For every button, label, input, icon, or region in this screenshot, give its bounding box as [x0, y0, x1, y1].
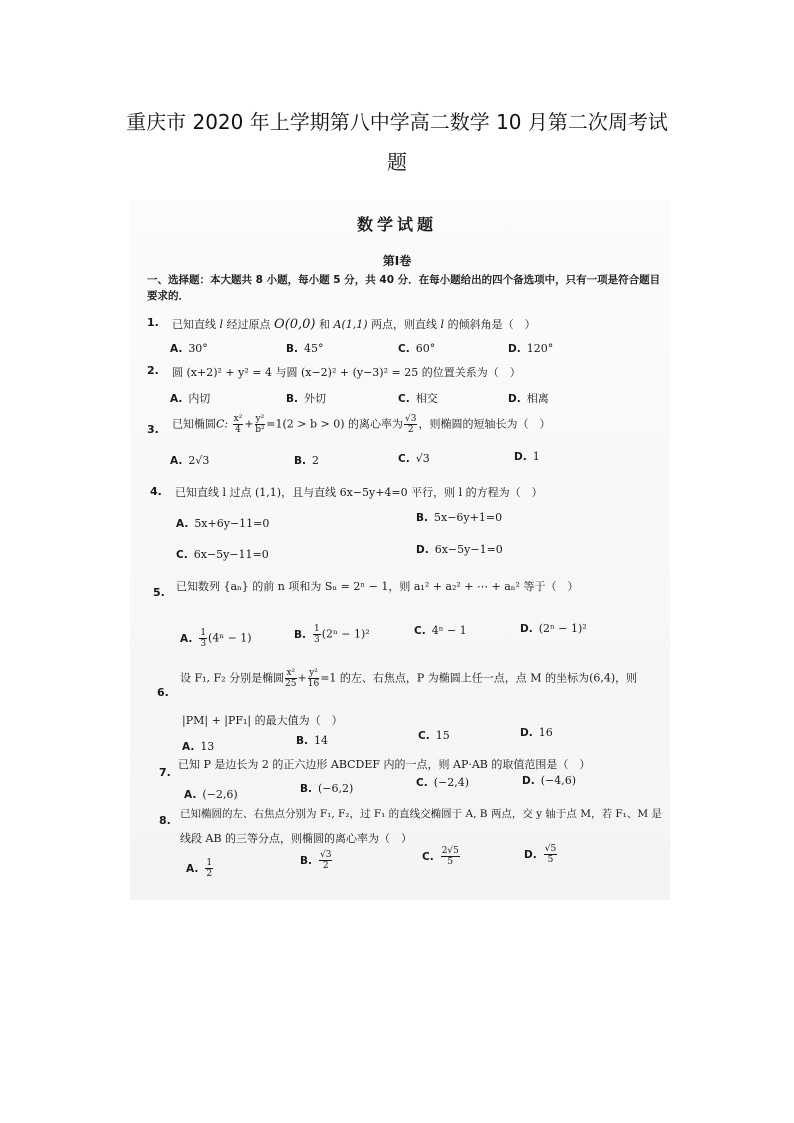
option-letter: A. — [182, 741, 195, 753]
option-letter: D. — [520, 727, 533, 739]
numerator: x² — [233, 414, 243, 424]
fraction — [441, 846, 460, 867]
question-4-stem: 已知直线 l 过点 (1,1)，且与直线 6x−5y+4=0 平行，则 l 的方程为（ ） — [175, 486, 543, 499]
option-text: 外切 — [304, 392, 326, 405]
fraction — [199, 628, 207, 649]
question-number: 4. — [150, 485, 162, 498]
q3-math: + — [244, 417, 254, 431]
option-letter: B. — [286, 343, 298, 355]
option-a[interactable] — [170, 342, 208, 355]
option-letter: A. — [170, 455, 183, 467]
option-letter: A. — [180, 632, 193, 645]
option-text: √3 — [415, 452, 430, 465]
option-text: 14 — [314, 734, 328, 747]
option-text: 5x+6y−11=0 — [194, 517, 270, 530]
option-letter: A. — [184, 789, 197, 801]
question-3-stem — [172, 414, 550, 435]
exam-title: 数学试题 — [356, 215, 437, 234]
option-text: 45° — [304, 342, 324, 355]
option-c[interactable] — [414, 624, 467, 637]
option-text: 60° — [415, 342, 436, 355]
numerator: y² — [255, 414, 265, 424]
option-text: 6x−5y−1=0 — [434, 543, 503, 556]
option-letter: C. — [422, 850, 434, 863]
question-number: 6. — [157, 686, 169, 699]
question-number: 8. — [159, 814, 171, 827]
option-letter: A. — [170, 343, 183, 355]
option-letter: D. — [524, 848, 537, 861]
q1-math: A(1,1) — [333, 318, 368, 331]
q3-text: ，则椭圆的短轴长为（ ） — [418, 417, 551, 431]
option-letter: B. — [416, 512, 428, 524]
option-d[interactable] — [520, 622, 587, 635]
page-title-line-2: 题 — [387, 150, 407, 174]
option-text: 16 — [538, 726, 553, 739]
fraction — [285, 668, 296, 689]
option-a[interactable] — [170, 454, 209, 467]
option-c[interactable] — [176, 548, 269, 561]
denominator: 4 — [235, 425, 241, 435]
option-text: 4ⁿ − 1 — [431, 624, 467, 637]
option-c[interactable] — [418, 729, 450, 742]
numerator: 2√5 — [441, 846, 459, 856]
option-d[interactable] — [416, 543, 503, 556]
option-b[interactable] — [296, 734, 328, 747]
q1-text: 两点，则直线 — [371, 318, 438, 331]
option-letter: C. — [416, 777, 428, 789]
option-text: (4ⁿ − 1) — [208, 631, 252, 645]
denominator: 3 — [200, 639, 207, 649]
option-letter: C. — [176, 549, 188, 561]
option-d[interactable] — [522, 774, 576, 787]
fraction — [319, 850, 332, 871]
option-letter: A. — [176, 518, 189, 530]
q6-math: + — [297, 671, 307, 685]
option-letter: D. — [520, 623, 533, 635]
q1-var: l — [219, 318, 224, 331]
question-6-stem — [180, 668, 637, 689]
question-8-stem-line-2: 线段 AB 的三等分点，则椭圆的离心率为（ ） — [180, 832, 413, 845]
question-5-stem: 已知数列 {aₙ} 的前 n 项和为 Sₙ = 2ⁿ − 1，则 a₁² + a₂² + ⋯ + aₙ² 等于（ ） — [176, 580, 579, 593]
question-2-stem: 圆 (x+2)² + y² = 4 与圆 (x−2)² + (y−3)² = 25 的位置关系为（ ） — [172, 366, 521, 379]
q3-math: =1(2 > b > 0) — [266, 417, 345, 431]
option-letter: D. — [514, 451, 527, 463]
option-d[interactable] — [514, 450, 540, 463]
option-text: 120° — [526, 342, 554, 355]
option-text: 1 — [532, 450, 540, 463]
q6-text: 设 F₁, F₂ 分别是椭圆 — [180, 671, 285, 685]
option-letter: D. — [522, 775, 535, 787]
option-letter: C. — [398, 343, 410, 355]
q6-text: =1 的左、右焦点，P 为椭圆上任一点，点 M 的坐标为(6,4)，则 — [320, 671, 638, 685]
option-letter: D. — [508, 393, 521, 405]
fraction — [233, 414, 244, 435]
option-d[interactable] — [508, 390, 549, 406]
option-b[interactable] — [300, 850, 333, 871]
option-text: 内切 — [188, 392, 211, 405]
option-a[interactable] — [180, 628, 252, 649]
option-letter: B. — [294, 455, 306, 467]
option-letter: C. — [418, 730, 430, 742]
option-b[interactable] — [286, 390, 326, 406]
option-text: (−4,6) — [540, 774, 577, 787]
option-text: (2ⁿ − 1)² — [321, 627, 370, 641]
option-b[interactable] — [300, 782, 353, 795]
fraction — [205, 858, 213, 879]
option-letter: A. — [186, 862, 199, 875]
option-a[interactable] — [186, 858, 214, 879]
denominator: 16 — [307, 679, 320, 689]
numerator: x² — [286, 668, 296, 678]
page-title-line-1: 重庆市 2020 年上学期第八中学高二数学 10 月第二次周考试 — [126, 110, 668, 134]
numerator: 1 — [206, 858, 213, 868]
denominator: 2 — [206, 869, 213, 879]
option-letter: A. — [170, 393, 183, 405]
question-number: 3. — [147, 423, 159, 436]
option-b[interactable] — [294, 624, 370, 645]
page-title — [100, 102, 694, 182]
option-text: 2√3 — [188, 454, 210, 467]
question-6-stem-line-2: |PM| + |PF₁| 的最大值为（ ） — [182, 714, 343, 727]
option-a[interactable] — [182, 740, 214, 753]
fraction — [544, 844, 557, 865]
q1-math: O(0,0) — [274, 317, 316, 332]
q1-var: l — [440, 318, 445, 331]
question-1-stem — [172, 316, 536, 332]
denominator: 25 — [285, 679, 297, 689]
q1-text: 和 — [319, 318, 331, 331]
option-c[interactable] — [398, 342, 435, 355]
numerator: 1 — [314, 624, 320, 634]
option-b[interactable] — [286, 342, 324, 355]
fraction — [308, 668, 319, 689]
question-number: 2. — [147, 364, 159, 377]
denominator: 2 — [407, 425, 414, 435]
fraction — [255, 414, 266, 435]
option-letter: B. — [286, 393, 298, 405]
option-letter: D. — [416, 544, 429, 556]
q3-text: 已知椭圆 — [172, 417, 216, 431]
question-number: 5. — [153, 586, 165, 599]
option-letter: B. — [294, 628, 306, 641]
option-text: 相交 — [415, 392, 438, 405]
question-number: 7. — [159, 766, 171, 779]
option-c[interactable] — [416, 776, 469, 789]
fraction — [313, 624, 321, 645]
option-d[interactable] — [508, 342, 553, 355]
denominator: b² — [255, 425, 265, 435]
option-a[interactable] — [170, 390, 210, 406]
option-c[interactable] — [398, 390, 438, 406]
numerator: √3 — [320, 850, 332, 860]
q3-text: 的离心率为 — [348, 417, 403, 431]
option-c[interactable] — [398, 452, 430, 465]
option-b[interactable] — [294, 454, 319, 467]
section-instructions: 一、选择题：本大题共 8 小题，每小题 5 分，共 40 分．在每小题给出的四个备选项中，只有一项是符合题目要求的． — [147, 274, 661, 302]
option-letter: B. — [296, 735, 308, 747]
numerator: √3 — [405, 414, 417, 424]
numerator: √5 — [544, 844, 557, 854]
q3-math: C: — [216, 417, 229, 431]
fraction — [404, 414, 417, 435]
option-b[interactable] — [416, 511, 502, 524]
question-8-stem: 已知椭圆的左、右焦点分别为 F₁, F₂，过 F₁ 的直线交椭圆于 A, B 两点，交 y 轴于点 M，若 F₁、M 是 — [180, 808, 662, 820]
option-text: 13 — [200, 740, 215, 753]
q1-text: 已知直线 — [172, 318, 216, 331]
numerator: y² — [309, 668, 318, 678]
option-a[interactable] — [184, 788, 238, 801]
option-text: 6x−5y−11=0 — [193, 548, 269, 561]
option-letter: C. — [398, 453, 410, 465]
option-text: (2ⁿ − 1)² — [538, 622, 587, 635]
option-d[interactable] — [520, 726, 553, 739]
option-text: (−2,4) — [433, 776, 469, 789]
q1-text: 经过原点 — [226, 318, 271, 331]
option-letter: C. — [414, 625, 426, 637]
denominator: 3 — [314, 635, 320, 645]
numerator: 1 — [200, 628, 207, 638]
denominator: 5 — [547, 855, 554, 865]
q1-text: 的倾斜角是（ ） — [447, 318, 536, 331]
option-d[interactable] — [524, 844, 558, 865]
option-letter: B. — [300, 783, 312, 795]
option-letter: B. — [300, 854, 312, 867]
option-letter: C. — [398, 393, 410, 405]
option-letter: D. — [508, 343, 521, 355]
option-text: 5x−6y+1=0 — [434, 511, 503, 524]
option-c[interactable] — [422, 846, 461, 867]
option-a[interactable] — [176, 517, 269, 530]
option-text: 15 — [435, 729, 450, 742]
option-text: (−6,2) — [318, 782, 354, 795]
option-text: 2 — [312, 454, 319, 467]
option-text: (−2,6) — [202, 788, 238, 801]
question-number: 1. — [147, 316, 159, 329]
option-text: 相离 — [526, 392, 549, 405]
option-text: 30° — [188, 342, 208, 355]
denominator: 5 — [447, 857, 454, 867]
question-7-stem: 已知 P 是边长为 2 的正六边形 ABCDEF 内的一点，则 AP·AB 的取值范围是（ ） — [178, 758, 591, 771]
exam-volume-label: 第Ⅰ卷 — [382, 254, 412, 268]
denominator: 2 — [322, 861, 329, 871]
